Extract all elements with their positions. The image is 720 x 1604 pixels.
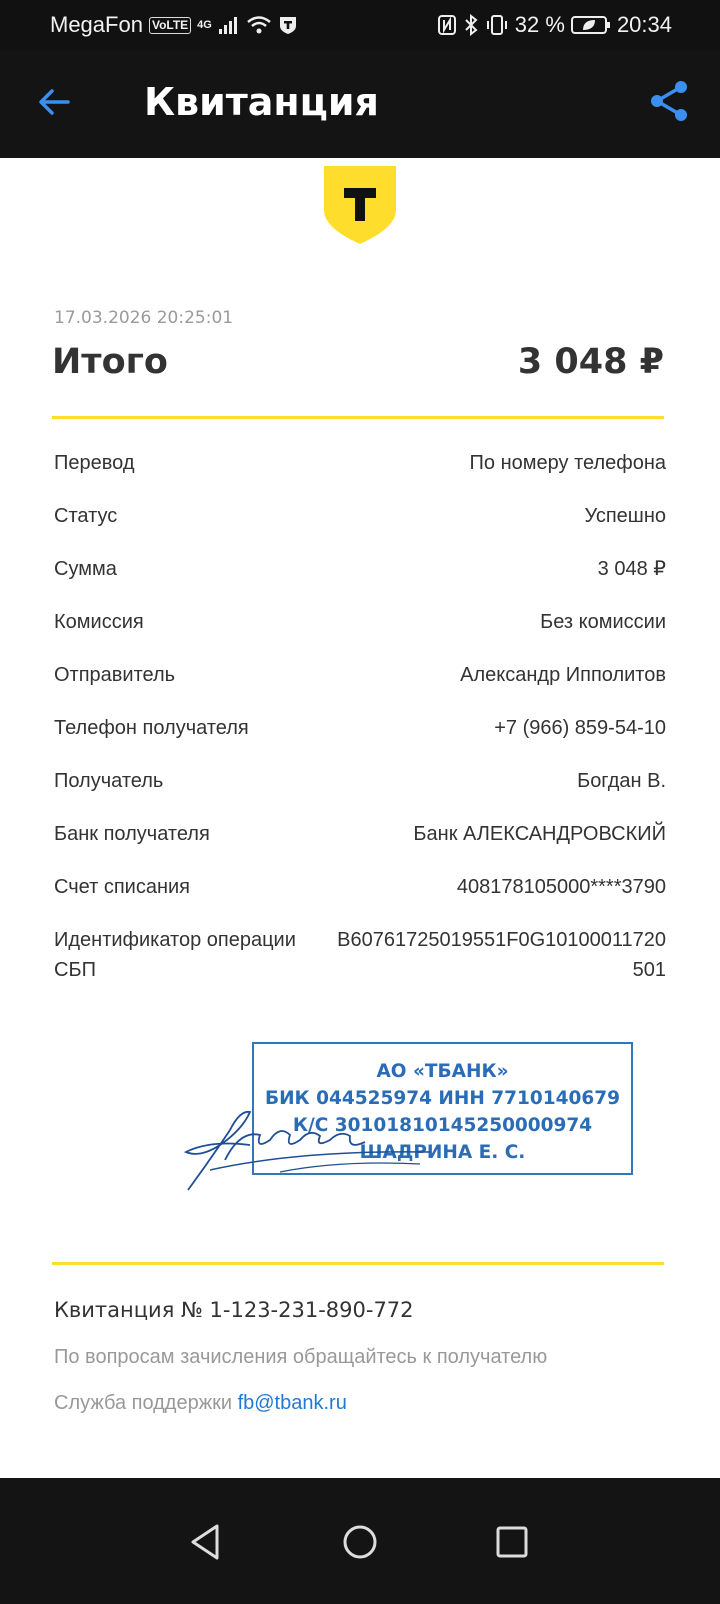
detail-row-commission	[54, 607, 666, 637]
nav-recents-icon[interactable]	[490, 1520, 534, 1564]
arrow-left-icon[interactable]	[32, 80, 76, 124]
network-type: 4G	[197, 19, 212, 31]
detail-row-recipient-phone	[54, 713, 666, 743]
row-value: +7 (966) 859-54-10	[494, 717, 666, 739]
stamp-line: АО «ТБАНК»	[376, 1061, 509, 1082]
support-label: Служба поддержки	[54, 1392, 238, 1414]
detail-row-transfer	[54, 448, 666, 478]
stamp-line: К/С 30101810145250000974	[292, 1115, 593, 1136]
row-value: Без комиссии	[540, 611, 666, 633]
detail-row-sbp-id	[54, 925, 666, 985]
tbank-logo	[322, 166, 398, 244]
nav-home-icon[interactable]	[338, 1520, 382, 1564]
wifi-icon	[246, 14, 272, 36]
total-amount: 3 048 ₽	[517, 342, 664, 382]
detail-row-debit-account	[54, 872, 666, 902]
row-label: Банк получателя	[54, 823, 210, 845]
row-value: Успешно	[584, 505, 666, 527]
clock: 20:34	[616, 12, 672, 37]
receipt-number: Квитанция № 1-123-231-890-772	[54, 1298, 414, 1322]
detail-row-status	[54, 501, 666, 531]
signature	[180, 1090, 440, 1200]
signal-icon	[218, 15, 240, 35]
stamp-line: БИК 044525974 ИНН 7710140679	[264, 1088, 621, 1109]
support-email-link[interactable]: fb@tbank.ru	[237, 1392, 347, 1414]
row-value: Богдан В.	[577, 770, 666, 792]
row-label: Комиссия	[54, 611, 144, 633]
detail-row-sender	[54, 660, 666, 690]
row-label: Сумма	[54, 558, 117, 580]
row-value: Банк АЛЕКСАНДРОВСКИЙ	[413, 823, 666, 845]
volte-icon: VoLTE	[149, 17, 191, 34]
status-bar	[0, 0, 720, 50]
row-label: Статус	[54, 505, 118, 527]
nfc-icon	[437, 14, 457, 36]
detail-row-recipient-bank	[54, 819, 666, 849]
row-value: По номеру телефона	[469, 452, 666, 474]
battery-saver-icon	[571, 15, 611, 35]
share-icon[interactable]	[646, 78, 692, 124]
total-label: Итого	[52, 342, 168, 382]
row-label: Счет списания	[54, 876, 190, 898]
vibrate-icon	[485, 14, 509, 36]
receipt-details	[54, 448, 666, 1008]
row-label: Телефон получателя	[54, 717, 249, 739]
stamp-line: ШАДРИНА Е. С.	[359, 1142, 526, 1163]
tbank-notification-icon	[278, 15, 298, 35]
row-label: Идентификатор операции СБП	[54, 929, 296, 981]
row-value: Александр Ипполитов	[460, 664, 666, 686]
recipient-notice: По вопросам зачисления обращайтесь к получателю	[54, 1346, 548, 1368]
bluetooth-icon	[463, 14, 479, 36]
page-title: Квитанция	[144, 80, 379, 124]
carrier-name: MegaFon	[50, 12, 143, 37]
nav-back-icon[interactable]	[184, 1520, 228, 1564]
detail-row-amount	[54, 554, 666, 584]
row-value: B60761725019551F0G10100011720501	[337, 929, 666, 981]
row-value: 408178105000****3790	[456, 876, 666, 898]
system-nav-bar	[0, 1478, 720, 1604]
transaction-datetime: 17.03.2026 20:25:01	[54, 308, 234, 328]
app-bar	[0, 50, 720, 158]
support-line	[54, 1392, 347, 1415]
row-label: Перевод	[54, 452, 135, 474]
detail-row-recipient	[54, 766, 666, 796]
row-label: Отправитель	[54, 664, 176, 686]
row-value: 3 048 ₽	[597, 558, 666, 580]
battery-percent: 32 %	[514, 12, 565, 37]
row-label: Получатель	[54, 770, 164, 792]
divider	[52, 1262, 664, 1265]
divider	[52, 416, 664, 419]
